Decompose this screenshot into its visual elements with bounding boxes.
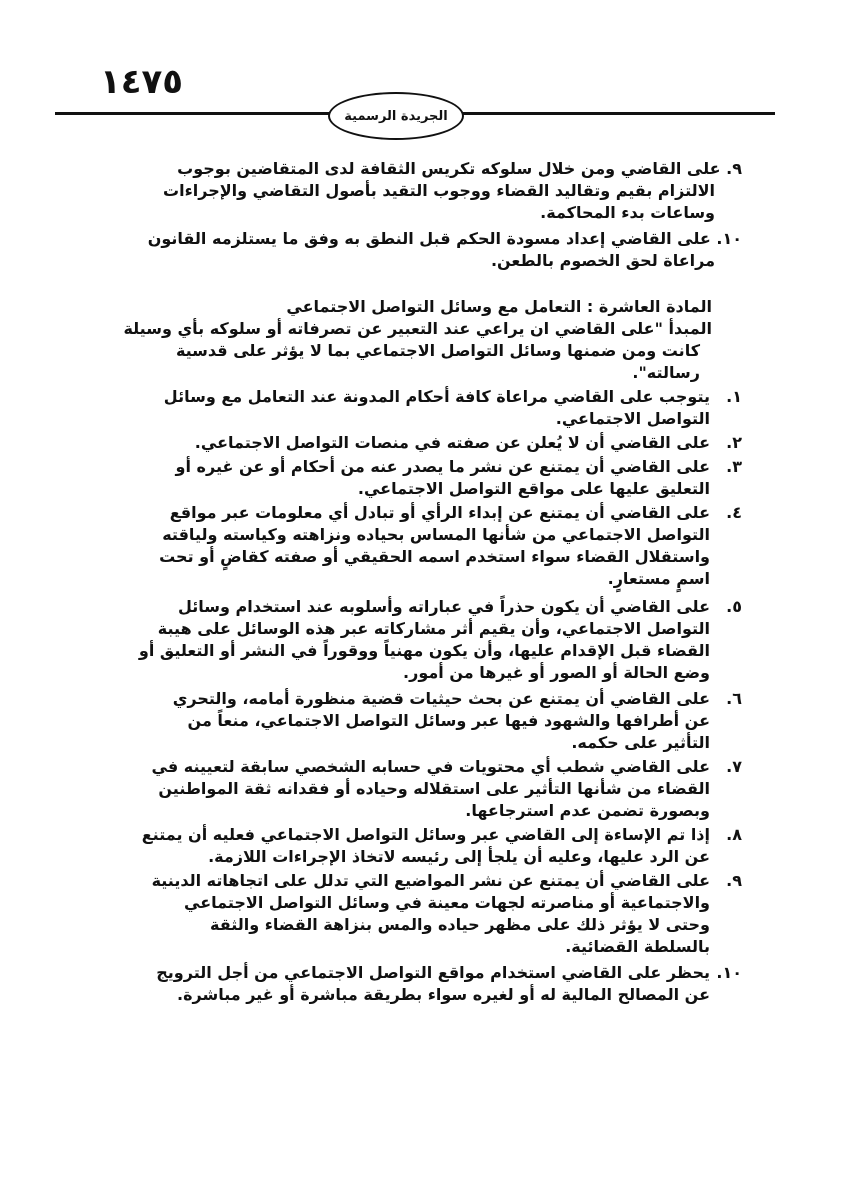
article-item-line: يتوجب على القاضي مراعاة كافة أحكام المدونة عند التعامل مع وسائل — [163, 387, 710, 406]
article-item-number: ٨. — [726, 825, 742, 844]
article-heading — [286, 296, 712, 318]
article-item-number: ٥. — [726, 597, 742, 616]
article-item-number: ٢. — [726, 433, 742, 452]
principle-line-2: كانت ومن ضمنها وسائل التواصل الاجتماعي بما لا يؤثر على قدسية — [175, 341, 700, 360]
article-item-line: التأثير على حكمه. — [571, 733, 710, 752]
article-item-line: وضع الحالة أو الصور أو غيرها من أمور. — [403, 663, 710, 682]
intro-item-9-line-2: الالتزام بقيم وتقاليد القضاء ووجوب التقيد بأصول التقاضي والإجراءات — [163, 181, 715, 200]
article-label: المادة العاشرة : — [586, 297, 712, 316]
article-item-line: على القاضي أن يكون حذراً في عباراته وأسلوبه عند استخدام وسائل — [177, 597, 710, 616]
article-item-number: ٣. — [726, 457, 742, 476]
article-item-number: ١. — [726, 387, 742, 406]
article-item-number: ٤. — [726, 503, 742, 522]
article-item-line: واستقلال القضاء سواء استخدم اسمه الحقيقي أو صفته كقاضٍ أو تحت — [159, 547, 710, 566]
article-item-line: التواصل الاجتماعي، وأن يقيم أثر مشاركاته عبر هذه الوسائل على هيبة — [157, 619, 710, 638]
article-item-line: إذا تم الإساءة إلى القاضي عبر وسائل التواصل الاجتماعي فعليه أن يمتنع — [141, 825, 710, 844]
article-item-line: على القاضي شطب أي محتويات في حسابه الشخصي سابقة لتعيينه في — [151, 757, 710, 776]
article-item-line: وحتى لا يؤثر ذلك على مظهر حياده والمس بنزاهة القضاء والثقة — [209, 915, 710, 934]
article-item-line: عن الرد عليها، وعليه أن يلجأ إلى رئيسه لاتخاذ الإجراءات اللازمة. — [208, 847, 710, 866]
article-item-line: يحظر على القاضي استخدام مواقع التواصل الاجتماعي من أجل الترويج — [156, 963, 710, 982]
article-item-line: اسمٍ مستعارٍ. — [607, 569, 710, 588]
article-item-number: ١٠. — [716, 963, 742, 982]
principle-line-1: المبدأ "على القاضي ان يراعي عند التعبير عن تصرفاته أو سلوكه بأي وسيلة — [123, 319, 712, 338]
gazette-title: الجريدة الرسمية — [344, 108, 448, 124]
article-item-line: على القاضي أن يمتنع عن إبداء الرأي أو تبادل أي معلومات عبر مواقع — [169, 503, 710, 522]
article-item-line: القضاء قبل الإقدام عليها، وأن يكون مهنياً ووقوراً في النشر أو التعليق أو — [138, 641, 710, 660]
article-item-line: التواصل الاجتماعي. — [555, 409, 710, 428]
article-item-line: على القاضي أن يمتنع عن نشر المواضيع التي تدلل على اتجاهاته الدينية — [151, 871, 710, 890]
article-item-number: ٦. — [726, 689, 742, 708]
article-title: التعامل مع وسائل التواصل الاجتماعي — [286, 297, 582, 316]
article-item-line: التعليق عليها على مواقع التواصل الاجتماعي. — [357, 479, 710, 498]
article-item-line: على القاضي أن يمتنع عن بحث حيثيات قضية منظورة أمامه، والتحري — [172, 689, 710, 708]
gazette-masthead — [328, 92, 464, 140]
article-item-line: عن أطرافها والشهود فيها عبر وسائل التواصل الاجتماعي، منعاً من — [187, 711, 710, 730]
article-item-line: عن المصالح المالية له أو لغيره سواء بطريقة مباشرة أو غير مباشرة. — [177, 985, 710, 1004]
article-item-line: على القاضي أن يمتنع عن نشر ما يصدر عنه من أحكام أو عن غيره أو — [175, 457, 710, 476]
article-item-line: التواصل الاجتماعي من شأنها المساس بحياده ونزاهته وكياسته ولياقته — [162, 525, 710, 544]
article-item-number: ٧. — [726, 757, 742, 776]
article-item-number: ٩. — [726, 871, 742, 890]
intro-item-9-line-1: ٩. على القاضي ومن خلال سلوكه تكريس الثقافة لدى المتقاضين بوجوب — [177, 159, 742, 178]
article-item-line: على القاضي أن لا يُعلن عن صفته في منصات التواصل الاجتماعي. — [194, 433, 710, 452]
intro-item-9-line-3: وساعات بدء المحاكمة. — [540, 203, 715, 222]
article-item-line: وبصورة تضمن عدم استرجاعها. — [465, 801, 710, 820]
page-number: ١٤٧٥ — [100, 62, 184, 102]
intro-item-10-line-2: مراعاة لحق الخصوم بالطعن. — [490, 251, 715, 270]
article-item-line: بالسلطة القضائية. — [565, 937, 710, 956]
article-item-line: القضاء من شأنها التأثير على استقلاله وحياده أو فقدانه ثقة المواطنين — [158, 779, 710, 798]
article-item-line: والاجتماعية أو مناصرته لجهات معينة في وسائل التواصل الاجتماعي — [184, 893, 710, 912]
principle-line-3: رسالته". — [632, 363, 700, 382]
intro-item-10-line-1: ١٠. على القاضي إعداد مسودة الحكم قبل النطق به وفق ما يستلزمه القانون — [147, 229, 742, 248]
